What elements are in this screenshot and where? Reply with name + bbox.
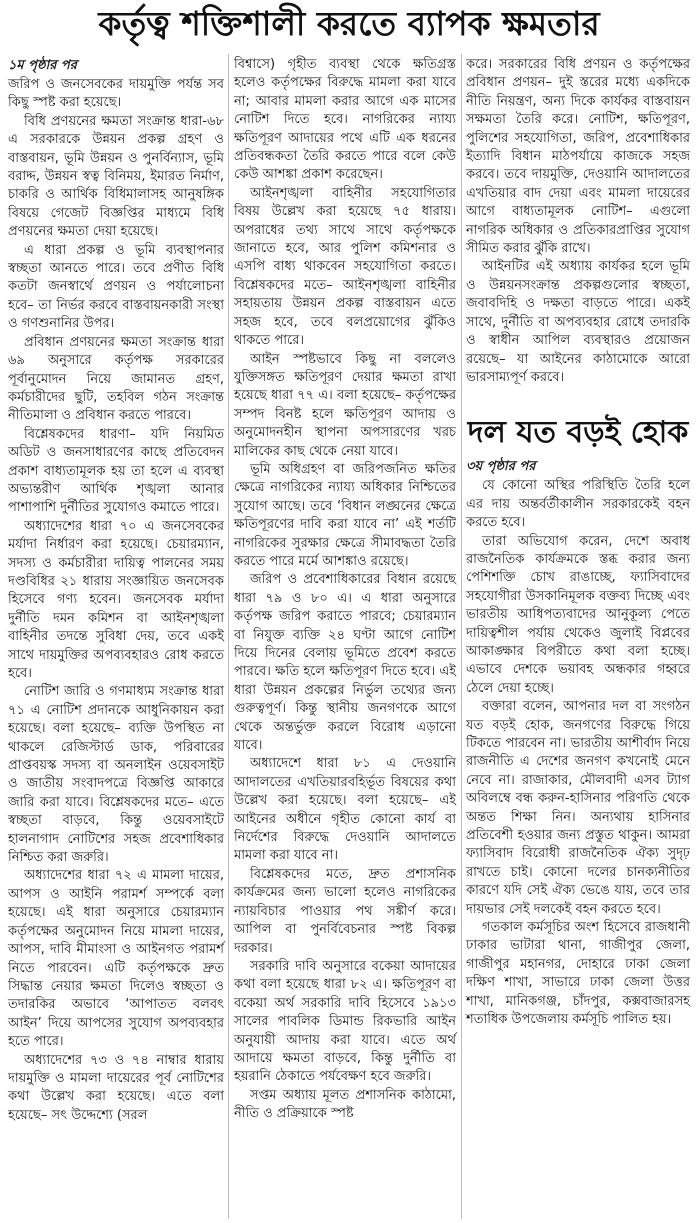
article-headline: কর্তৃত্ব শক্তিশালী করতে ব্যাপক ক্ষমতার: [98, 4, 600, 43]
article-column-1: [8, 56, 224, 1125]
article-paragraph: এ ধারা প্রকল্প ও ভূমি ব্যবস্থাপনার স্বচ্ছতা আনতে পারে। তবে প্রণীত বিধি কতটা জনস্বার্থে প্রণয়ন ও পর্যালোচনা হবে– তা নির্ভর করবে বাস্তবায়নকারী সংস্থা ও গণশুনানির উপর।: [8, 242, 224, 332]
paragraph-list: [234, 56, 456, 1124]
article-paragraph: বক্তারা বলেন, আপনার দল বা সংগঠন যত বড়ই হোক, জনগণের বিরুদ্ধে গিয়ে টিকতে পারবেন না। ভারতীয় আশীর্বাদ নিয়ে রাজনীতি এ দেশের জনগণ কখনোই মেনে নেবে না। রাজাকার, মৌলবাদী এসব ট্যাগ অবিলম্বে বন্ধ করুন-হাসিনার পরিণতি থেকে অন্তত শিক্ষা নিন। অন্যথায় হাসিনার প্রতিবেশী হওয়ার জন্য প্রস্তুত থাকুন। আমরা ফ্যাসিবাদ বিরোধী রাজনৈতিক ঐক্য সুদৃঢ় রাখতে চাই। কোনো দলের চানক্যনীতির কারণে যদি সেই ঐক্য ভেঙে যায়, তবে তার দায়ভার সেই দলকেই বহন করতে হবে।: [466, 699, 690, 917]
article-paragraph: বিশ্বাসে) গৃহীত ব্যবস্থা থেকে ক্ষতিগ্রস্ত হলেও কর্তৃপক্ষের বিরুদ্ধে মামলা করা যাবে না; আবার মামলা করার আগে এক মাসের নোটিশ দিতে হবে। নাগরিকের ন্যায্য ক্ষতিপূরণ আদায়ের পথে এটি এক ধরনের প্রতিবন্ধকতা তৈরি করতে পারে বলে কেউ কেউ আশঙ্কা প্রকাশ করেছেন।: [234, 57, 456, 183]
article-paragraph: অধ্যাদেশে ধারা ৮১ এ দেওয়ানি আদালতের এখতিয়ারবহির্ভূত বিষয়ের কথা উল্লেখ করা হয়েছে। বলা হয়েছে– এই আইনের অধীনে গৃহীত কোনো কার্য বা নির্দেশের বিরুদ্ধে দেওয়ানি আদালতে মামলা করা যাবে না।: [234, 756, 456, 864]
second-article-continued-from: ৩য় পৃষ্ঠার পর: [466, 459, 536, 475]
column-divider: [461, 54, 462, 1219]
article-paragraph: আইনটির এই অধ্যায় কার্যকর হলে ভূমি ও উন্নয়নসংক্রান্ত প্রকল্পগুলোর স্বচ্ছতা, জবাবদিহি ও দক্ষতা বাড়তে পারে। একই সাথে, দুর্নীতি বা অপব্যবহার রোধে তদারকি ও স্বাধীন আপিল ব্যবস্থারও প্রয়োজন রয়েছে– যা আইনের কাঠামোকে আরো ভারসাম্যপূর্ণ করবে।: [466, 259, 690, 385]
article-paragraph: নোটিশ জারি ও গণমাধ্যম সংক্রান্ত ধারা ৭১ এ নোটিশ প্রদানকে আধুনিকায়ন করা হয়েছে। বলা হয়েছে– ব্যক্তি উপস্থিত না থাকলে রেজিস্টার্ড ডাক, পরিবারের প্রাপ্তবয়স্ক সদস্য বা অনলাইন ওয়েবসাইট ও জাতীয় সংবাদপত্রে বিজ্ঞপ্তি আকারে জারি করা যাবে। বিশ্লেষকদের মতে– এতে স্বচ্ছতা বাড়বে, কিন্তু ওয়েবসাইটে হালনাগাদ নোটিশের সহজ প্রবেশাধিকার নিশ্চিত করা জরুরি।: [8, 684, 224, 866]
column-divider: [228, 54, 229, 1219]
article-column-3: [466, 56, 690, 1030]
article-paragraph: যে কোনো অস্থির পরিস্থিতি তৈরি হলে এর দায় অন্তর্বর্তীকালীন সরকারকেই বহন করতে হবে।: [466, 478, 690, 531]
article-paragraph: করে। সরকারের বিধি প্রণয়ন ও কর্তৃপক্ষের প্রবিধান প্রণয়ন– দুই স্তরের মধ্যে একদিকে নীতি নিয়ন্ত্রণ, অন্য দিকে কার্যকর বাস্তবায়ন সক্ষমতা তৈরি করে। নোটিশ, ক্ষতিপূরণ, পুলিশের সহযোগিতা, জরিপ, প্রবেশাধিকার ইত্যাদি বিধান মাঠপর্যায়ে কাজকে সহজ করবে। তবে দায়মুক্তি, দেওয়ানি আদালতের এখতিয়ার বাদ দেয়া এবং মামলা দায়েরের আগে বাধ্যতামূলক নোটিশ– এগুলো নাগরিক অধিকার ও প্রতিকারপ্রাপ্তির সুযোগ সীমিত করার ঝুঁকি রাখে।: [466, 57, 690, 257]
article-paragraph: অধ্যাদেশের ৭৩ ও ৭৪ নাম্বার ধারায় দায়মুক্তি ও মামলা দায়েরের পূর্ব নোটিশের কথা উল্লেখ করা হয়েছে। এতে বলা হয়েছে– সৎ উদ্দেশ্যে (সরল: [8, 1052, 224, 1123]
paragraph-list: [8, 76, 224, 1125]
article-paragraph: আইনশৃঙ্খলা বাহিনীর সহযোগিতার বিষয় উল্লেখ করা হয়েছে ৭৫ ধারায়। অপরাধের তথ্য সাথে সাথে কর্তৃপক্ষকে জানাতে হবে, আর পুলিশ কমিশনার ও এসপি বাধ্য থাকবেন সহযোগিতা করতে। বিশ্লেষকদের মতে– আইনশৃঙ্খলা বাহিনীর সহায়তায় উন্নয়ন প্রকল্প বাস্তবায়ন এতে সহজ হবে, তবে বলপ্রয়োগের ঝুঁকিও থাকতে পারে।: [234, 185, 456, 349]
article-paragraph: বিধি প্রণয়নের ক্ষমতা সংক্রান্ত ধারা-৬৮ এ সরকারকে উন্নয়ন প্রকল্প গ্রহণ ও বাস্তবায়ন, ভূমি উন্নয়ন ও পুনর্বিন্যাস, ভূমি বরাদ্দ, উন্নয়ন স্বত্ব বিনিময়, ইমারত নির্মাণ, চাকরি ও আর্থিক বিধিমালাসহ আনুষঙ্গিক বিষয়ে গেজেট বিজ্ঞপ্তির মাধ্যমে বিধি প্রণয়নের ক্ষমতা দেয়া হয়েছে।: [8, 113, 224, 240]
article-paragraph: জরিপ ও প্রবেশাধিকারের বিধান রয়েছে ধারা ৭৯ ও ৮০ এ। এ ধারা অনুসারে কর্তৃপক্ষ জরিপ করাতে পারবে; চেয়ারম্যান বা নিযুক্ত ব্যক্তি ২৪ ঘণ্টা আগে নোটিশ দিয়ে দিনের বেলায় ভূমিতে প্রবেশ করতে পারবে। ক্ষতি হলে ক্ষতিপূরণ দিতে হবে। এই ধারা উন্নয়ন প্রকল্পের নির্ভুল তথ্যের জন্য গুরুত্বপূর্ণ। কিন্তু স্থানীয় জনগণকে আগে থেকে অন্তর্ভুক্ত করলে বিরোধ এড়ানো যাবে।: [234, 572, 456, 754]
article-paragraph: জরিপ ও জনসেবকের দায়মুক্তি পর্যন্ত সব কিছু স্পষ্ট করা হয়েছে।: [8, 77, 224, 111]
paragraph-list: [466, 477, 690, 1029]
article-paragraph: আইন স্পষ্টভাবে কিছু না বললেও যুক্তিসঙ্গত ক্ষতিপূরণ দেয়ার ক্ষমতা রাখা হয়েছে ধারা ৭৭ এ। বলা হয়েছে– কর্তৃপক্ষের সম্পদ বিনষ্ট হলে ক্ষতিপূরণ আদায় ও অনুমোদনহীন স্থাপনা অপসারণের খরচ মালিকের কাছ থেকে নেয়া যাবে।: [234, 351, 456, 459]
paragraph-list: [466, 56, 690, 387]
article-column-2: [234, 56, 456, 1124]
article-paragraph: অধ্যাদেশের ধারা ৭২ এ মামলা দায়ের, আপস ও আইনি পরামর্শ সম্পর্কে বলা হয়েছে। এই ধারা অনুসারে চেয়ারম্যান কর্তৃপক্ষের অনুমোদন নিয়ে মামলা দায়ের, আপস, দাবি মীমাংসা ও আইনগত পরামর্শ নিতে পারবেন। এটি কর্তৃপক্ষকে দ্রুত সিদ্ধান্ত নেয়ার ক্ষমতা দিলেও স্বচ্ছতা ও তদারকির অভাবে ‘আপাতত বলবৎ আইন’ দিয়ে আপসের সুযোগ অপব্যবহার হতে পারে।: [8, 868, 224, 1050]
article-paragraph: ভূমি অধিগ্রহণ বা জরিপজনিত ক্ষতির ক্ষেত্রে নাগরিকের ন্যায্য অধিকার নিশ্চিতের সুযোগ আছে। তবে ‘বিধান লঙ্ঘনের ক্ষেত্রে ক্ষতিপূরণের দাবি করা যাবে না’ এই শর্তটি নাগরিকের সুরক্ষার ক্ষেত্রে সীমাবদ্ধতা তৈরি করতে পারে মর্মে আশঙ্কাও রয়েছে।: [234, 461, 456, 569]
continued-from-label: ১ম পৃষ্ঠার পর: [8, 58, 77, 73]
article-paragraph: তারা অভিযোগ করেন, দেশে অবাধ রাজনৈতিক কার্যক্রমকে স্তব্ধ করার জন্য পেশিশক্তি চোখ রাঙাচ্ছে, ফ্যাসিবাদের সহযোগীরা উসকানিমূলক বক্তব্য দিচ্ছে এবং ভারতীয় আধিপত্যবাদের আনুকূল্য পেতে দায়িত্বশীল পর্যায় থেকেও জুলাই বিপ্লবের আকাঙ্ক্ষার বিপরীতে কথা বলা হচ্ছে। এভাবে দেশকে ভয়াবহ অন্ধকার গহ্বরে ঠেলে দেয়া হচ্ছে।: [466, 533, 690, 696]
article-paragraph: সপ্তম অধ্যায় মূলত প্রশাসনিক কাঠামো, নীতি ও প্রক্রিয়াকে স্পষ্ট: [234, 1087, 456, 1122]
article-paragraph: অধ্যাদেশের ধারা ৭০ এ জনসেবকের মর্যাদা নির্ধারণ করা হয়েছে। চেয়ারম্যান, সদস্য ও কর্মচারীরা দায়িত্ব পালনের সময় দণ্ডবিধির ২১ ধারায় সংজ্ঞায়িত জনসেবক হিসেবে গণ্য হবেন। জনসেবক মর্যাদা দুর্নীতি দমন কমিশন বা আইনশৃঙ্খলা বাহিনীর তদন্তে সুবিধা দেয়, তবে একই সাথে দায়মুক্তির অপব্যবহারও রোধ করতে হবে।: [8, 518, 224, 681]
article-paragraph: প্রবিধান প্রণয়নের ক্ষমতা সংক্রান্ত ধারা ৬৯ অনুসারে কর্তৃপক্ষ সরকারের পূর্বানুমোদন নিয়ে জামানত গ্রহণ, কর্মচারীদের ছুটি, তহবিল গঠন সংক্রান্ত নীতিমালা ও প্রবিধান করতে পারবে।: [8, 334, 224, 424]
article-paragraph: গতকাল কর্মসূচির অংশ হিসেবে রাজধানী ঢাকার ভাটারা থানা, গাজীপুর জেলা, গাজীপুর মহানগর, দোহারে ঢাকা জেলা দক্ষিণ শাখা, সাভারে ঢাকা জেলা উত্তর শাখা, মানিকগঞ্জ, চাঁদপুর, কক্সবাজারসহ শতাধিক উপজেলায় কর্মসূচি পালিত হয়।: [466, 920, 690, 1028]
article-paragraph: সরকারি দাবি অনুসারে বকেয়া আদায়ের কথা বলা হয়েছে ধারা ৮২ এ। ক্ষতিপূরণ বা বকেয়া অর্থ সরকারি দাবি হিসেবে ১৯১৩ সালের পাবলিক ডিমান্ড রিকভারি আইন অনুযায়ী আদায় করা যাবে। এতে অর্থ আদায়ে ক্ষমতা বাড়বে, কিন্তু দুর্নীতি বা হয়রানি ঠেকাতে পর্যবেক্ষণ হবে জরুরি।: [234, 958, 456, 1085]
article-paragraph: বিশ্লেষকদের মতে, দ্রুত প্রশাসনিক কার্যক্রমের জন্য ভালো হলেও নাগরিকের ন্যায়বিচার পাওয়ার পথ সঙ্কীর্ণ করে। আপিল বা পুনর্বিবেচনার স্পষ্ট বিকল্প দরকার।: [234, 866, 456, 956]
second-article-headline: দল যত বড়ই হোক: [467, 415, 689, 451]
article-paragraph: বিশ্লেষকদের ধারণা– যদি নিয়মিত অডিট ও জনসাধারণের কাছে প্রতিবেদন প্রকাশ বাধ্যতামূলক হয় তা হলে এ ব্যবস্থা অভ্যন্তরীণ আর্থিক শৃঙ্খলা আনার পাশাপাশি দুর্নীতির সুযোগও কমাতে পারে।: [8, 426, 224, 516]
